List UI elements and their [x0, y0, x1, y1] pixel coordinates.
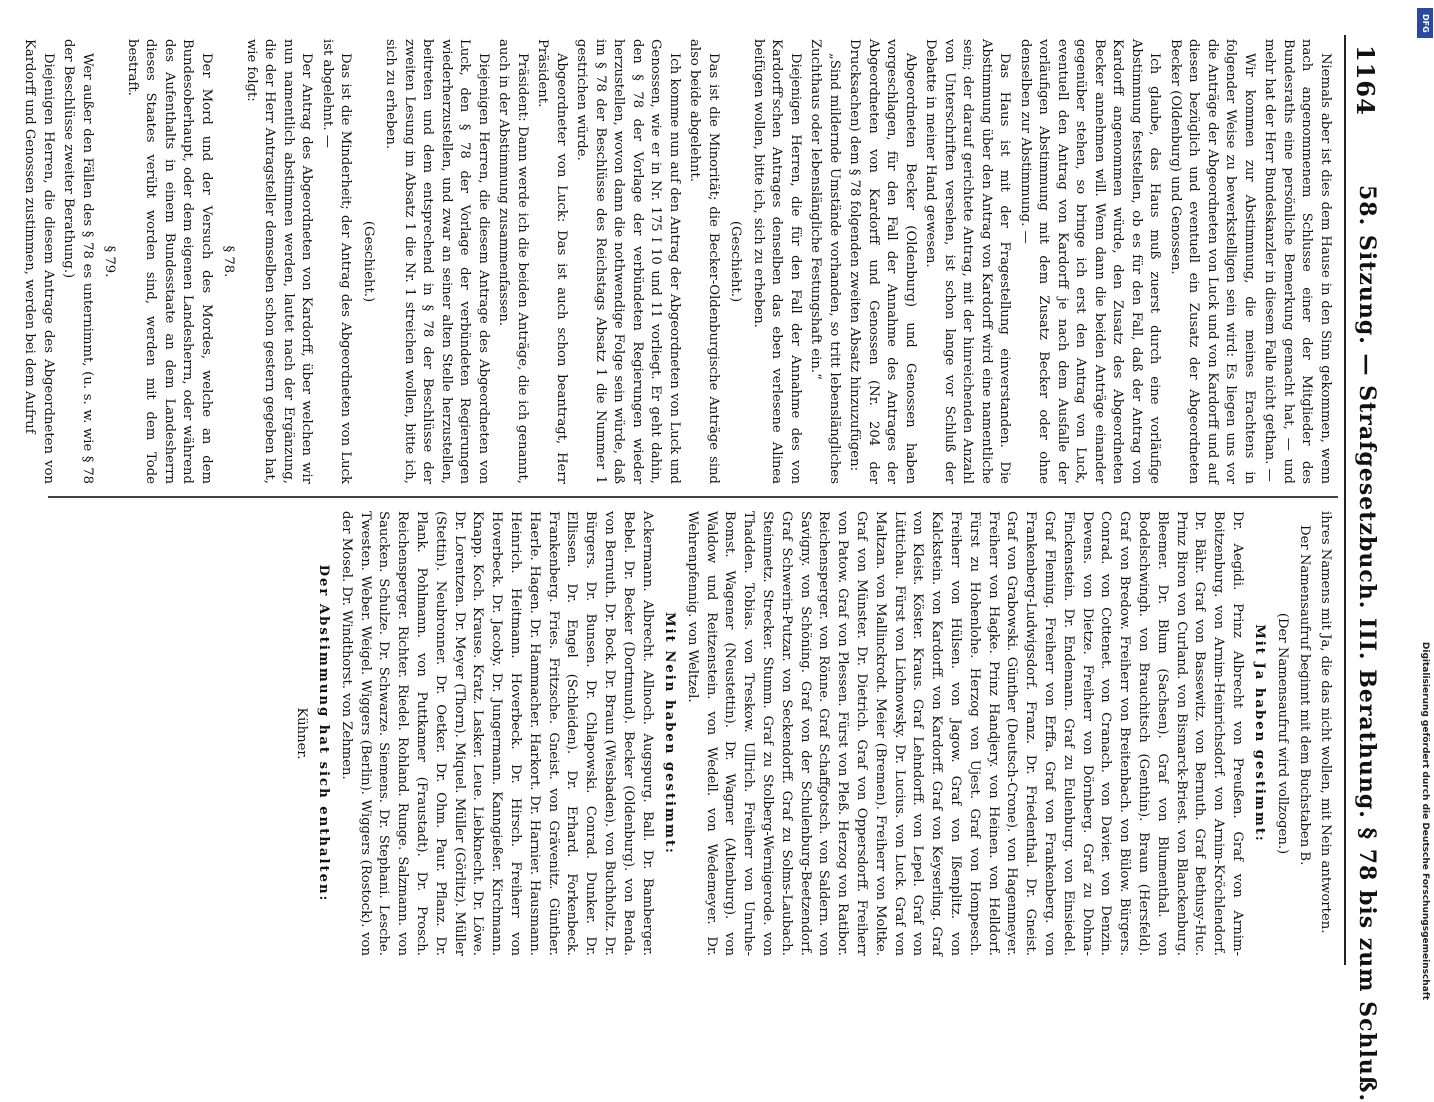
paragraph: Das Haus ist mit der Fragestellung einverstanden. Die Abstimmung über den Antrag von Kardorff wird eine namentliche sein; der darauf gerichtete Antrag, mit der hinreichenden Anzahl von Unterschriften versehen, ist schon lange vor Schluß der Debatte in meiner Hand gewesen.	[923, 39, 1013, 484]
stage-direction: (Geschieht.)	[361, 220, 376, 303]
paragraph: Diejenigen Herren, die diesem Antrage des Abgeordneten von Kardorff und Genossen zustimmen, werden bei dem Aufruf	[22, 39, 56, 484]
abstention-list: Kühner.	[293, 707, 309, 760]
header-rule	[1344, 35, 1346, 965]
paragraph: Der Antrag des Abgeordneten von Kardorff, über welchen wir nun namentlich abstimmen werden, lautet nach der Ergänzung, die der Herr Antragsteller demselben schon gestern gegeben hat, wie folgt:	[244, 39, 315, 484]
no-votes-list: Ackermann. Albrecht. Allnoch. Augspurg. Ball. Dr. Bamberger. Bebel. Dr. Becker (Dortmund). Becker (Oldenburg). von Benda. von Bernuth. Dr. Bock. Dr. Braun (Wiesbaden). von Buchholtz. Dr. Bürgers. Dr. Bunsen. Dr. Chlapowski. Conrad. Dunker. Dr. Ellissen. Dr. Engel (Schleiden). Dr. Erhard. Forkenbeck. Frankenberg. Fries. Fritzsche. Gneist. von Grävenitz. Günther. Haerle. Hagen. Dr. Hammacher. Harkort. Dr. Harnier. Hausmann. Heinrich. Heitmann. Hoverbeck. Dr. Hirsch. Freiherr von Hoverbeck. Dr. Jacoby. Dr. Jungermann. Kanngießer. Kirchmann. Knapp. Koch. Krause. Kratz. Lasker. Leue. Liebknecht. Dr. Löwe. Dr. Lorentzen. Dr. Meyer (Thorn). Miquel. Müller (Görlitz). Müller (Stettin). Neubronner. Dr. Oetker. Dr. Ohm. Paur. Pflanz. Dr. Plank. Pohlmann. von Puttkamer (Fraustadt). Dr. Prosch. Reichensperger. Richter. Riedel. Rohland. Runge. Salzmann. von Saucken. Schulze. Dr. Schwarze. Siemens. Dr. Stephani. Lesche. Twesten. Weber. Weigel. Wiggers (Berlin). Wiggers (Rostock). von der Mosel. Dr. Windthorst. von Zehmen.	[338, 511, 655, 956]
section-number: § 78.	[221, 245, 237, 278]
right-column	[54, 511, 1334, 956]
paragraph: Wir kommen zur Abstimmung, die meines Erachtens in folgender Weise zu bewerkstelligen sein wird: Es liegen uns vor die Anträge der Abgeordneten von Luck und von Kardorff und auf diesen bezüglich und eventuell ein Zusatz der Abgeordneten Becker (Oldenburg) und Genossen.	[1168, 39, 1257, 484]
stage-direction: (Geschieht.)	[728, 220, 744, 303]
page-number: 1164	[1351, 45, 1380, 116]
paragraph: Das ist die Minorität; die Becker-Oldenburgische Anträge sind also beide abgelehnt.	[687, 39, 721, 484]
yes-votes-heading: Mit Ja haben gestimmt:	[1252, 624, 1268, 843]
paragraph: ihres Namens mit Ja, die das nicht wollen, mit Nein antworten.	[1318, 511, 1333, 934]
left-column	[22, 39, 1334, 484]
page-title: 58. Sitzung. — Strafgesetzbuch. III. Berathung. § 78 bis zum Schluß.	[1354, 185, 1380, 1102]
speaker-paragraph: Präsident: Dann werde ich die beiden Anträge, die ich genannt, auch in der Abstimmung zusammenfassen.	[496, 39, 530, 484]
column-divider	[48, 496, 1338, 498]
paragraph: Das ist die Minderheit; der Antrag des Abgeordneten von Luck ist abgelehnt. —	[320, 39, 354, 484]
abstention-heading: Der Abstimmung hat sich enthalten:	[316, 564, 332, 903]
ballot-note: Der Namensaufruf beginnt mit dem Buchstaben B.	[1297, 525, 1313, 866]
quoted-clause: „Sind mildernde Umstände vorhanden, so tritt lebenslängliches Zuchthaus oder lebenslängliche Festungshaft ein.“	[808, 39, 842, 484]
section-number: § 79.	[102, 245, 118, 278]
paragraph: Wer außer den Fällen des § 78 es unternimmt, (u. s. w. wie § 78 der Beschlüsse zweiter Berathung.)	[61, 39, 95, 484]
paragraph: Der Mord und der Versuch des Mordes, welche an dem Bundesoberhaupt, oder dem eigenen Landesherrn, oder während des Aufenthalts in einem Bundesstaate an dem Landesherrn dieses Staates verübt worden sind, werden mit dem Tode bestraft.	[125, 39, 214, 484]
digitization-sidebar	[1416, 8, 1434, 1000]
paragraph: Abgeordneten Becker (Oldenburg) und Genossen haben vorgeschlagen, für den Fall der Annahme des Antrages der Abgeordneten von Kardorff und Genossen (Nr. 204 der Drucksachen) dem § 78 folgenden zweiten Absatz hinzuzufügen:	[847, 39, 918, 484]
paragraph: Niemals aber ist dies dem Hause in den Sinn gekommen, wenn nach angenommenem Schlusse einer der Mitglieder des Bundesraths eine persönliche Bemerkung gemacht hat, — und mehr hat der Herr Bundeskanzler in diesem Falle nicht gethan. —	[1262, 39, 1333, 484]
paragraph: Diejenigen Herren, die für den Fall der Annahme des von Kardorff'schen Antrages denselben das eben verlesene Alinea beifügen wollen, bitte ich, sich zu erheben.	[751, 39, 803, 484]
stage-direction: (Der Namensaufruf wird vollzogen.)	[1275, 612, 1290, 855]
rotated-page	[22, 35, 1386, 1102]
speaker-paragraph: Abgeordneter von Luck: Das ist auch schon beantragt, Herr Präsident.	[535, 39, 569, 484]
yes-votes-list: Dr. Aegidi. Prinz Albrecht von Preußen. Graf von Arnim-Boitzenburg. von Arnim-Heinrichsdorf. von Arnim-Kröchlendorf. Dr. Bähr. Graf von Bassewitz. von Bernuth. Graf Bethusy-Huc. Prinz Biron von Curland. von Bismarck-Briest. von Blanckenburg. Bleemer. Dr. Blum (Sachsen). Graf von Blumenthal. von Bodelschwingh. von Brauchitsch (Genthin). Braun (Hersfeld). Graf von Bredow. Freiherr von Breitenbach. von Bülow. Bürgers. Conrad. von Cottenet. von Cranach. von Davier. von Denzin. Devens. von Dietze. Freiherr von Dörnberg. Graf zu Dohna-Finckenstein. Dr. Endemann. Graf zu Eulenburg. von Einsiedel. Graf Fleming. Freiherr von Erffa. Graf von Frankenberg. von Frankenberg-Ludwigsdorf. Franz. Dr. Friedenthal. Dr. Gneist. Graf von Grabowski. Günther (Deutsch-Crone). von Hagenmeyer. Freiherr von Hagke. Prinz Handjery. von Heinen. von Helldorf. Fürst zu Hohenlohe. Herzog von Ujest. Graf von Hompesch. Freiherr von Hülsen. von Jagow. Graf von Ißenplitz. von Kalckstein. von Kardorff. von Kardorff. Graf von Keyserling. Graf von Kleist. Köster. Kraus. Graf Lehndorff. von Lepel. Graf von Lüttichau. Fürst von Lichnowsky. Dr. Lucius. von Luck. Graf von Maltzan. von Mallinckrodt. Meier (Bremen). Freiherr von Moltke. Graf von Münster. Dr. Dietrich. Graf von Oppersdorff. Freiherr von Patow. Graf von Plessen. Fürst von Pleß. Herzog von Ratibor. Reichensperger. von Rönne. Graf Schaffgotsch. von Saldern. von Savigny. von Schöning. Graf von der Schulenburg-Beetzendorf. Graf Schwerin-Putzar. von Seckendorff. Graf zu Solms-Laubach. Steinmetz. Strecker. Stumm. Graf zu Stolberg-Wernigerode. von Thadden. Tobias. von Treskow. Ullrich. Freiherr von Unruhe-Bomst. Wagener (Neustettin). Dr. Wagner (Altenburg). von Waldow und Reitzenstein. von Wedell. von Wedemeyer. Dr. Wehrenpfennig. von Weltzel.	[684, 511, 1245, 956]
digitization-note: Digitalisierung gefördert durch die Deutsche Forschungsgemeinschaft	[1420, 641, 1430, 1000]
paragraph: Diejenigen Herren, die diesem Antrage des Abgeordneten von Luck, den § 78 der Vorlage der verbündeten Regierungen wiederherzustellen, und zwar an seiner alten Stelle herzustellen, beitreten und dem entsprechend in § 78 der Beschlüsse der zweiten Lesung im Absatz 1 die Nr. 1 streichen wollen, bitte ich, sich zu erheben.	[383, 39, 491, 484]
no-votes-heading: Mit Nein haben gestimmt:	[662, 612, 678, 855]
paragraph: Ich komme nun auf den Antrag der Abgeordneten von Luck und Genossen, wie er in Nr. 175 I 10 und 11 vorliegt. Er geht dahin, den § 78 der Vorlage der verbündeten Regierungen wieder herzustellen, wovon dann die nothwendige Folge sein würde, daß im § 78 der Beschlüsse des Reichstags Absatz 1 die Nummer 1 gestrichen würde.	[574, 39, 682, 484]
paragraph: Ich glaube, das Haus muß zuerst durch eine vorläufige Abstimmung feststellen, ob es für den Fall, daß der Antrag von Kardorff angenommen würde, den Zusatz des Abgeordneten Becker annehmen will. Wenn dann die beiden Anträge einander gegenüber stehen, so bringe ich erst den Antrag von Luck, eventuell den Antrag von Kardorff je nach dem Ausfalle der vorläufigen Abstimmung mit dem Zusatz Becker oder ohne denselben zur Abstimmung. —	[1018, 39, 1163, 484]
page-header	[1346, 35, 1386, 1102]
dfg-logo: DFG	[1417, 8, 1433, 38]
